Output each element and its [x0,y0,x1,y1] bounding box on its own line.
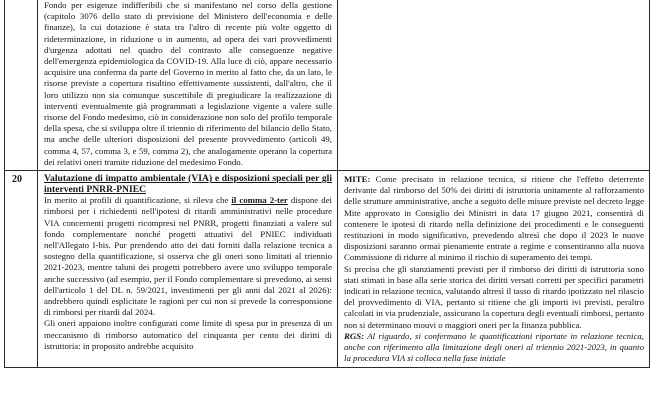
observation-cell [38,171,338,367]
observation-paragraph-1 [44,195,332,318]
previous-observation-text: Fondo per esigenze indifferibili che si manifestano nel corso della gestione (capitolo 3076 dello stato di previsione del Ministero dell'economia e delle finanze), la cui dotazione è stata tra l'altro di recente più volte oggetto di rideterminazione, in riduzione o in aumento, ad opera dei vari provvedimenti d'urgenza adottati nel quadro del contrasto alle conseguenze negative dell'emergenza epidemiologica da COVID-19. Alla luce di ciò, appare necessario acquisire una conferma da parte del Governo in merito al fatto che, da un lato, le risorse previste a copertura risultino effettivamente sussistenti, dall'altro, che il loro utilizzo non sia comunque suscettibile di pregiudicare la realizzazione di interventi eventualmente già programmati a legislazione vigente a valere sulle risorse del Fondo medesimo, ciò in considerazione non solo del profilo temporale della spesa, che si sviluppa oltre il triennio di riferimento del bilancio dello Stato, ma anche delle ulteriori disposizioni del presente provvedimento (articoli 49, comma 4, 57, comma 3, e 59, comma 2), che analogamente operano la copertura dei relativi oneri tramite riduzione del medesimo Fondo. [44,0,332,167]
p1-text-c: dispone dei rimborsi per i richiedenti nell'ipotesi di ritardi amministrativi nelle procedure VIA concernenti progetti ricompresi nel PNRR, progetti finanziati a valere sul fondo complementare nonché progetti attuativi del PNIEC individuati nell'Allegato I-bis. Pur prendendo atto dei dati forniti dalla relazione tecnica a sostegno della quantificazione, si osserva che gli oneri sono limitati al triennio 2021-2023, mentre taluni dei progetti potrebbero avere uno sviluppo temporale anche successivo (ad esempio, per il Fondo complementare si prevedono, ai sensi dell'articolo 1 del DL n. 59/2021, investimenti per gli anni dal 2021 al 2026): andrebbero quindi esplicitate le ragioni per cui non si prevede la corresponsione di rimborsi per ritardi dal 2024. [44,195,332,318]
rgs-response [344,331,644,365]
response-cell-empty [338,0,650,171]
comma-reference: il comma 2-ter [231,195,288,206]
p1-text-a: In merito ai profili di quantificazione, si rileva che [44,195,232,206]
observations-table [4,0,650,368]
mite-label: MITE: [344,174,371,185]
section-title: Valutazione di impatto ambientale (VIA) e disposizioni speciali per gli interventi PNRR-PNIEC [44,173,332,195]
rgs-text: Al riguardo, si confermano le quantificazioni riportate in relazione tecnica, anche con riferimento alla limitazione degli oneri al triennio 2021-2023, in quanto la procedura VIA si colloca nella fase iniziale [344,330,644,364]
table-row-20 [5,171,650,367]
mite-text: Come precisato in relazione tecnica, si ritiene che l'effetto deterrente derivante dal rimborso del 50% dei diritti di istruttoria unitamente al rafforzamento delle strutture amministrative, anche a seguito delle misure previste nel decreto legge Mite approvato in Consiglio dei Ministri in data 17 giugno 2021, consentirà di contenere le ipotesi di ritardo nella definizione dei procedimenti e le conseguenti restituzioni in modo significativo, prevedendo altresì che dopo il 2023 le nuove disposizioni saranno ormai pienamente entrate a regime e consentiranno alla nuova Commissione di ridurre al minimo il rischio di superamento dei tempi. [344,174,644,263]
row-number: 20 [5,171,38,367]
observation-cell-previous [38,0,338,171]
observation-paragraph-2: Gli oneri appaiono inoltre configurati come limite di spesa pur in presenza di un meccanismo di rimborso automatico del cinquanta per cento dei diritti di istruttoria: in proposito andrebbe acquisito [44,318,332,351]
response-cell [338,171,650,367]
table-row-previous [5,0,650,171]
mite-response [344,174,644,264]
rgs-label: RGS: [344,330,365,341]
number-cell-empty [5,0,38,171]
mite-response-2: Si precisa che gli stanziamenti previsti per il rimborso dei diritti di istruttoria sono stati stimati in base alla serie storica dei diritti versati corretti per specifici parametri indicati in relazione tecnica, valutando altresì il tasso di ritardo ipotizzato nel rilascio del provvedimento di VIA, pertanto si ritiene che gli importi ivi previsti, peraltro calcolati in via prudenziale, assicurano la copertura degli eventuali rimborsi, pertanto non si determinano mouvi o maggiori oneri per la finanza pubblica. [344,263,644,330]
